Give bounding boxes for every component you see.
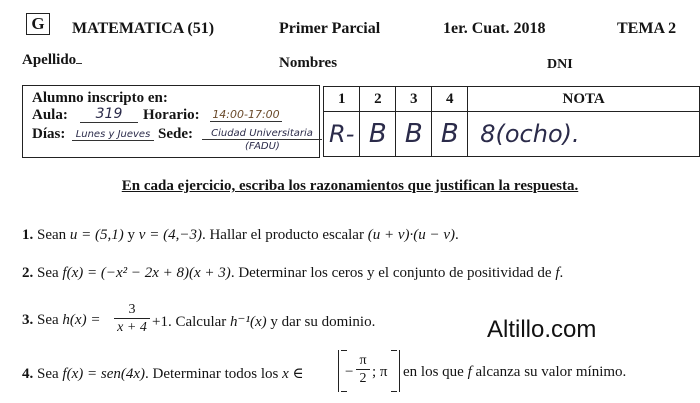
grade-header-2: 2 [360, 87, 396, 112]
grade-header-4: 4 [432, 87, 468, 112]
grades-value-row [324, 112, 700, 157]
course-title: MATEMATICA (51) [72, 20, 215, 37]
horario-label: Horario: [143, 107, 200, 123]
grade-header-1: 1 [324, 87, 360, 112]
interval-brackets: − π 2 ; π [338, 350, 400, 392]
horario-value: 14:00-17:00 [210, 108, 282, 122]
vector-v: v = (4,−3) [138, 227, 202, 243]
grade-value-1: R- [324, 112, 360, 157]
watermark-altillo: Altillo.com [487, 316, 597, 343]
nombres-label: Nombres [279, 55, 338, 71]
function-f-4: f(x) = sen(4x) [62, 366, 146, 382]
inverse-h: h⁻¹(x) [230, 314, 267, 330]
grade-value-4: B [432, 112, 468, 157]
sede-value-line2: (FADU) [245, 141, 280, 152]
fraction-3: 3 x + 4 [114, 302, 150, 337]
term-label: 1er. Cuat. 2018 [443, 20, 546, 37]
grade-header-3: 3 [396, 87, 432, 112]
scalar-product-expr: (u + v)·(u − v) [367, 227, 456, 243]
instructions: En cada ejercicio, escriba los razonamientos que justifican la respuesta. [121, 178, 579, 194]
grade-value-nota: 8(ocho). [468, 112, 700, 157]
grade-value-3: B [396, 112, 432, 157]
sede-label: Sede: [158, 126, 193, 142]
aula-value: 319 [80, 106, 138, 123]
grades-header-row [324, 87, 700, 112]
tema-label: TEMA 2 [617, 20, 677, 37]
vector-u: u = (5,1) [69, 227, 124, 243]
exercise-2: 2. Sea f(x) = (−x² − 2x + 8)(x + 3). Determinar los ceros y el conjunto de positividad de f. [22, 265, 564, 281]
dni-label: DNI [547, 57, 573, 72]
apellido-label: Apellido [22, 52, 82, 69]
grades-table [323, 86, 700, 157]
tema-letter-box: G [26, 13, 50, 35]
aula-label: Aula: [32, 107, 68, 123]
dias-value: Lunes y Jueves [72, 129, 154, 141]
grade-header-nota: NOTA [468, 87, 700, 112]
sede-value: Ciudad Universitaria [202, 128, 322, 140]
enrollment-title: Alumno inscripto en: [32, 90, 168, 106]
dias-label: Días: [32, 126, 66, 142]
exam-name: Primer Parcial [279, 20, 381, 37]
function-f-2: f(x) = (−x² − 2x + 8)(x + 3) [62, 265, 231, 281]
exercise-1: 1. Sean u = (5,1) y v = (4,−3). Hallar el producto escalar (u + v)·(u − v). [22, 227, 459, 243]
enrollment-box [22, 85, 320, 158]
function-h: h(x) = [62, 312, 101, 328]
grade-value-2: B [360, 112, 396, 157]
